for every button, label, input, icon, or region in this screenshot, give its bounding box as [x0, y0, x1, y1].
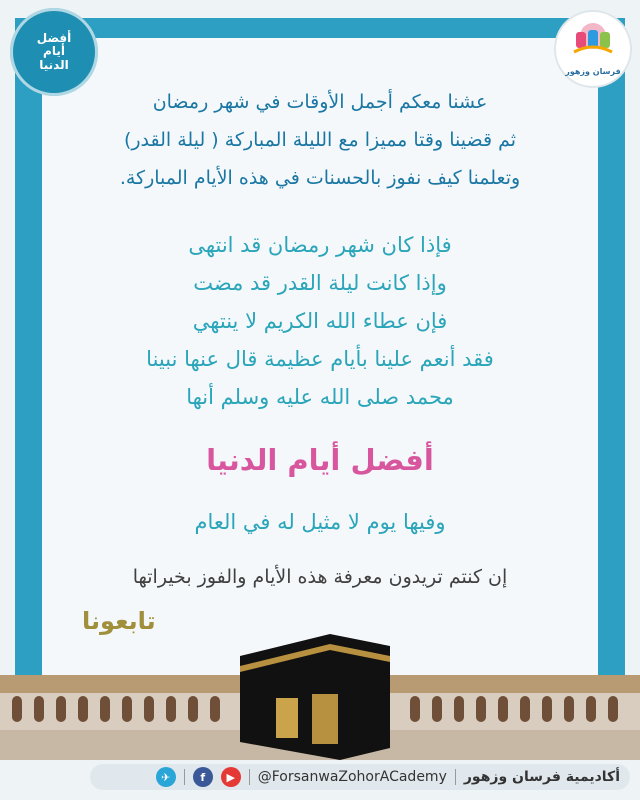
- subline: وفيها يوم لا مثيل له في العام: [194, 510, 446, 534]
- telegram-icon[interactable]: ✈: [156, 767, 176, 787]
- kaaba-mosque-illustration: [0, 620, 640, 760]
- badge: [10, 8, 98, 96]
- footer-academy: أكاديمية فرسان وزهور: [463, 769, 620, 785]
- divider: [455, 769, 456, 785]
- footer-bar: [90, 764, 630, 790]
- middle-line: فإن عطاء الله الكريم لا ينتهي: [192, 309, 448, 333]
- youtube-icon[interactable]: ▶: [221, 767, 241, 787]
- divider: [184, 769, 185, 785]
- middle-line: محمد صلى الله عليه وسلم أنها: [186, 385, 454, 409]
- academy-logo: [554, 10, 632, 88]
- middle-block: [52, 226, 588, 416]
- cta-line: إن كنتم تريدون معرفة هذه الأيام والفوز بخيراتها: [132, 566, 508, 588]
- intro-block: [52, 83, 588, 197]
- badge-line-2: أيام: [43, 44, 65, 59]
- intro-line: ثم قضينا وقتا مميزا مع الليلة المباركة ( ليلة القدر): [123, 129, 517, 151]
- badge-line-1: أفضل: [36, 31, 72, 46]
- badge-line-3: الدنيا: [39, 57, 69, 72]
- follow-label: تابعونا: [82, 607, 156, 635]
- facebook-icon[interactable]: f: [193, 767, 213, 787]
- footer-handle[interactable]: @ForsanwaZohorACademy: [257, 769, 447, 785]
- middle-line: فقد أنعم علينا بأيام عظيمة قال عنها نبينا: [146, 347, 494, 371]
- intro-line: وتعلمنا كيف نفوز بالحسنات في هذه الأيام المباركة.: [119, 167, 521, 189]
- logo-caption: فرسان وزهور: [565, 67, 621, 76]
- middle-line: فإذا كان شهر رمضان قد انتهى: [188, 233, 452, 257]
- middle-line: وإذا كانت ليلة القدر قد مضت: [193, 271, 447, 295]
- headline: أفضل أيام الدنيا: [206, 443, 434, 477]
- divider: [249, 769, 250, 785]
- intro-line: عشنا معكم أجمل الأوقات في شهر رمضان: [152, 91, 488, 113]
